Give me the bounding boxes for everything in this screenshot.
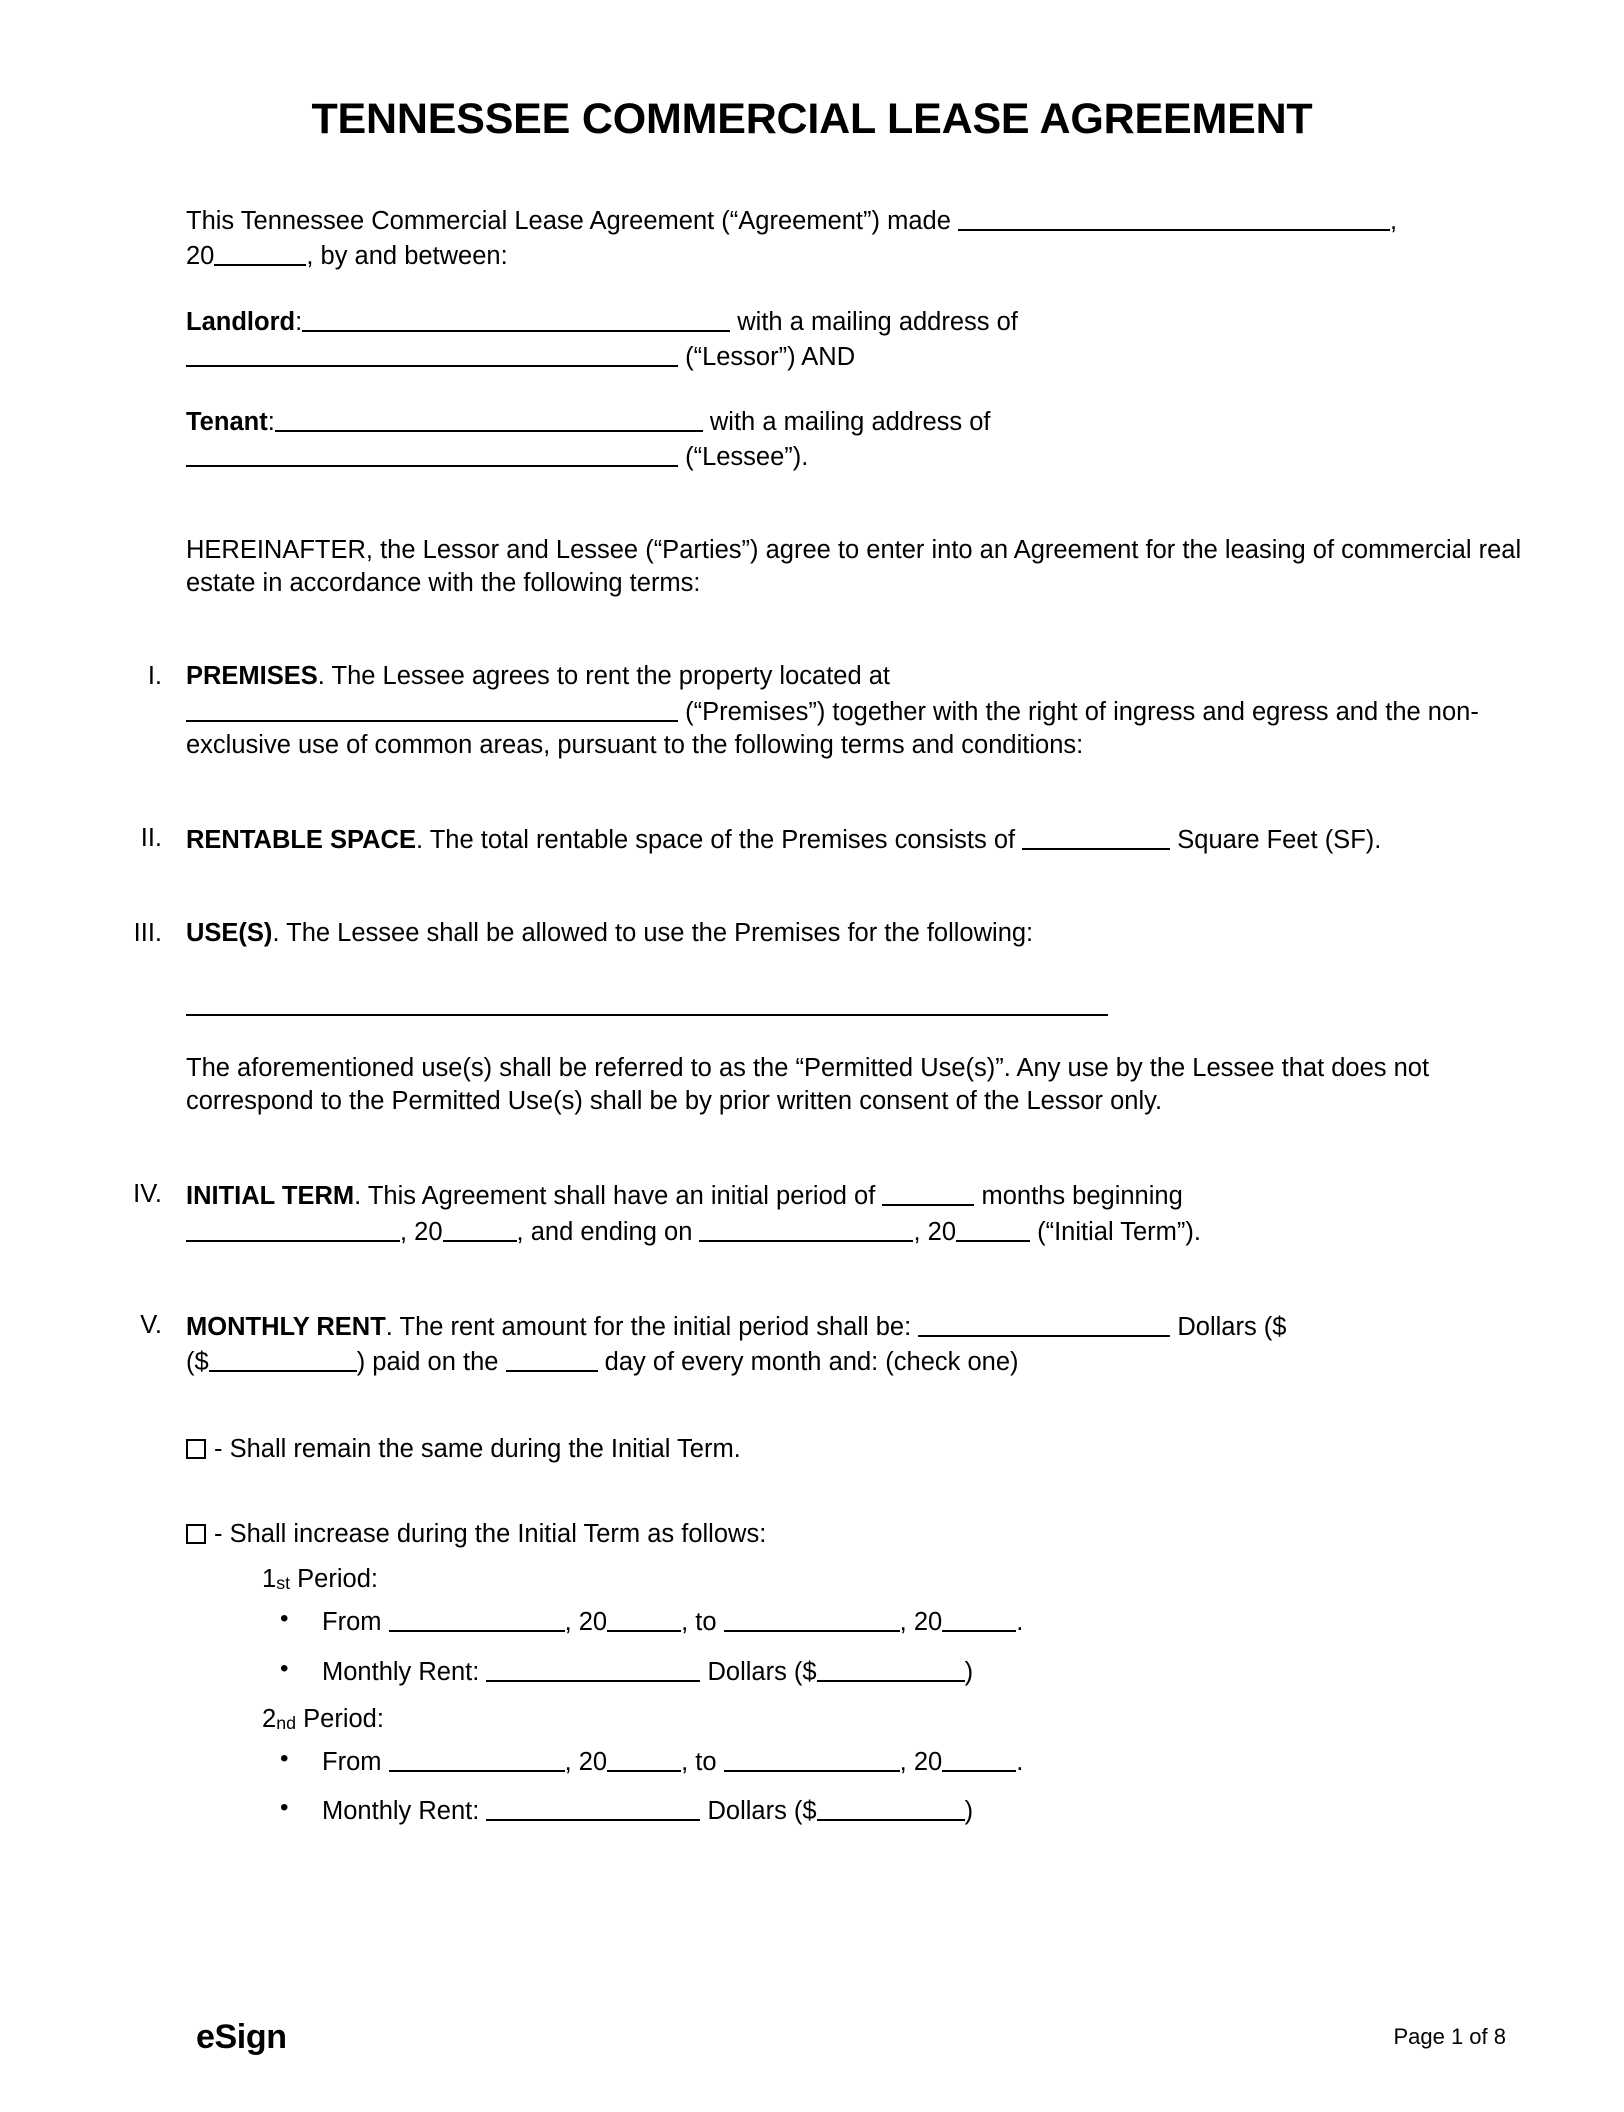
- agreement-year-blank[interactable]: [214, 238, 306, 266]
- period-2-ordinal-number: 2: [262, 1704, 277, 1733]
- period-1-label-tail: Period:: [290, 1565, 378, 1594]
- rent-option-same[interactable]: [100, 1433, 1536, 1466]
- initial-term-text-c: , 20: [400, 1217, 443, 1246]
- initial-term-start-date-blank[interactable]: [186, 1214, 400, 1242]
- tenant-address-blank[interactable]: [186, 439, 678, 467]
- intro-text-tail: , by and between:: [306, 242, 508, 271]
- monthly-rent-text-c: ) paid on the: [356, 1347, 506, 1376]
- period-1-rent-numeric-blank[interactable]: [817, 1654, 965, 1682]
- section-premises-text-a: . The Lessee agrees to rent the property located at: [317, 662, 891, 691]
- landlord-mailing-text: with a mailing address of: [730, 307, 1018, 336]
- period-2-from-row: [322, 1744, 1536, 1779]
- period-2-ordinal-suffix: nd: [276, 1712, 297, 1733]
- rentable-sf-blank[interactable]: [1022, 822, 1170, 850]
- landlord-colon: :: [295, 307, 303, 336]
- period-2-to-year-period: .: [1016, 1747, 1024, 1776]
- rent-option-increase-label: - Shall increase during the Initial Term as follows:: [214, 1520, 767, 1549]
- checkbox-icon-rent-same[interactable]: [186, 1439, 206, 1459]
- period-2-rent-dollars-text: Dollars ($: [700, 1796, 817, 1825]
- section-heading-monthly-rent: MONTHLY RENT: [186, 1312, 386, 1341]
- section-numeral-v: V.: [140, 1310, 162, 1339]
- period-2-to-date-blank[interactable]: [724, 1744, 900, 1772]
- page-title: TENNESSEE COMMERCIAL LEASE AGREEMENT: [311, 95, 1313, 143]
- period-2-rent-numeric-blank[interactable]: [817, 1793, 965, 1821]
- period-1-rent-dollars-text: Dollars ($: [700, 1657, 817, 1686]
- section-heading-rentable-space: RENTABLE SPACE: [186, 825, 416, 854]
- period-2-from-date-blank[interactable]: [389, 1744, 565, 1772]
- intro-text-lead: This Tennessee Commercial Lease Agreement (“Agreement”) made: [186, 207, 958, 236]
- period-1-rent-words-blank[interactable]: [486, 1654, 700, 1682]
- period-1-to-label: , to: [681, 1608, 724, 1637]
- initial-term-text-d: , and ending on: [516, 1217, 700, 1246]
- initial-term-text-e: , 20: [913, 1217, 957, 1246]
- section-premises: [100, 660, 1536, 761]
- rent-option-same-label: - Shall remain the same during the Initial Term.: [214, 1434, 741, 1463]
- period-1-label: [100, 1563, 1536, 1596]
- period-2-bullets: [100, 1744, 1536, 1828]
- tenant-name-blank[interactable]: [275, 404, 703, 432]
- section-numeral-iii: III.: [133, 918, 162, 947]
- monthly-rent-dollar-open: ($: [186, 1347, 209, 1376]
- period-2-label-tail: Period:: [296, 1704, 384, 1733]
- period-2-from-year-text: , 20: [564, 1747, 608, 1776]
- monthly-rent-text-d: day of every month and: (check one): [597, 1347, 1019, 1376]
- period-1-from-row: [322, 1604, 1536, 1639]
- monthly-rent-day-blank[interactable]: [506, 1344, 598, 1372]
- landlord-address-blank[interactable]: [186, 339, 678, 367]
- period-2-from-label: From: [322, 1747, 389, 1776]
- section-monthly-rent: [100, 1309, 1536, 1379]
- monthly-rent-amount-words-blank[interactable]: [918, 1309, 1170, 1337]
- section-heading-initial-term: INITIAL TERM: [186, 1182, 355, 1211]
- section-rentable-text-a: . The total rentable space of the Premises consists of: [416, 825, 1023, 854]
- period-2-to-year-blank[interactable]: [942, 1744, 1016, 1772]
- section-uses: [100, 917, 1536, 950]
- initial-term-end-date-blank[interactable]: [699, 1214, 913, 1242]
- period-2-to-year-text: , 20: [899, 1747, 943, 1776]
- section-numeral-iv: IV.: [133, 1180, 162, 1209]
- period-1-to-date-blank[interactable]: [724, 1604, 900, 1632]
- period-1-to-year-text: , 20: [899, 1608, 943, 1637]
- period-2-rent-label: Monthly Rent:: [322, 1796, 487, 1825]
- period-1-bullets: [100, 1604, 1536, 1688]
- section-rentable-text-b: Square Feet (SF).: [1170, 825, 1382, 854]
- period-1-from-year-blank[interactable]: [607, 1604, 681, 1632]
- monthly-rent-text-b: Dollars ($: [1170, 1312, 1287, 1341]
- period-2-from-year-blank[interactable]: [607, 1744, 681, 1772]
- hereinafter-paragraph: HEREINAFTER, the Lessor and Lessee (“Parties”) agree to enter into an Agreement for the leasing of commercial real estate in accordance with the following terms:: [186, 536, 1522, 598]
- page-number: Page 1 of 8: [1393, 2024, 1506, 2049]
- section-numeral-i: I.: [147, 662, 162, 691]
- period-1-ordinal-number: 1: [262, 1565, 277, 1594]
- period-1-from-year-text: , 20: [564, 1608, 608, 1637]
- initial-term-text-b: months beginning: [974, 1182, 1183, 1211]
- premises-address-blank[interactable]: [186, 694, 678, 722]
- intro-paragraph: [100, 203, 1536, 273]
- period-1-from-date-blank[interactable]: [389, 1604, 565, 1632]
- permitted-use-paragraph: The aforementioned use(s) shall be referred to as the “Permitted Use(s)”. Any use by the Lessee that does not correspond to the Permitted Use(s) shall be by prior written consent of the Lessor only.: [186, 1054, 1430, 1116]
- initial-term-text-f: (“Initial Term”).: [1030, 1217, 1201, 1246]
- agreement-date-blank[interactable]: [958, 203, 1390, 231]
- intro-year-prefix: 20: [186, 242, 215, 271]
- period-2-rent-row: [322, 1793, 1536, 1828]
- page-footer: [0, 1962, 1624, 2112]
- tenant-block: [100, 404, 1536, 474]
- landlord-name-blank[interactable]: [302, 304, 730, 332]
- period-1-rent-row: [322, 1654, 1536, 1689]
- monthly-rent-amount-numeric-blank[interactable]: [209, 1344, 357, 1372]
- period-1-to-year-period: .: [1016, 1608, 1024, 1637]
- period-1-ordinal-suffix: st: [276, 1573, 291, 1594]
- section-initial-term: [100, 1178, 1536, 1248]
- period-2-rent-words-blank[interactable]: [486, 1793, 700, 1821]
- section-rentable-space: [100, 822, 1536, 857]
- section-numeral-ii: II.: [140, 823, 162, 852]
- tenant-mailing-text: with a mailing address of: [702, 407, 991, 436]
- section-premises-text-b: (“Premises”) together with the right of ingress and egress and the non-exclusive use of common areas, pursuant to the following terms and conditions:: [186, 697, 1479, 759]
- landlord-label: Landlord: [186, 307, 296, 336]
- period-2-label: [100, 1703, 1536, 1736]
- initial-term-text-a: . This Agreement shall have an initial period of: [354, 1182, 883, 1211]
- period-1-rent-label: Monthly Rent:: [322, 1657, 487, 1686]
- document-body: [0, 203, 1624, 1828]
- period-2-to-label: , to: [681, 1747, 724, 1776]
- rent-option-increase[interactable]: [100, 1518, 1536, 1551]
- period-1-to-year-blank[interactable]: [942, 1604, 1016, 1632]
- monthly-rent-text-a: . The rent amount for the initial period shall be:: [385, 1312, 919, 1341]
- checkbox-icon-rent-increase[interactable]: [186, 1524, 206, 1544]
- initial-term-months-blank[interactable]: [882, 1178, 974, 1206]
- section-heading-premises: PREMISES: [186, 662, 318, 691]
- tenant-colon: :: [267, 407, 275, 436]
- lessee-tag: (“Lessee”).: [678, 443, 809, 471]
- section-uses-text-a: . The Lessee shall be allowed to use the Premises for the following:: [272, 918, 1034, 947]
- tenant-label: Tenant: [186, 407, 268, 436]
- intro-text-comma: ,: [1389, 207, 1398, 236]
- esign-brand-logo: eSign: [196, 2017, 287, 2056]
- landlord-block: [100, 304, 1536, 374]
- period-2-rent-close: ): [964, 1796, 974, 1825]
- period-1-rent-close: ): [964, 1657, 974, 1686]
- initial-term-end-year-blank[interactable]: [956, 1214, 1030, 1242]
- period-1-from-label: From: [322, 1608, 389, 1637]
- lessor-tag: (“Lessor”) AND: [678, 342, 856, 371]
- section-heading-uses: USE(S): [186, 918, 273, 947]
- initial-term-start-year-blank[interactable]: [443, 1214, 517, 1242]
